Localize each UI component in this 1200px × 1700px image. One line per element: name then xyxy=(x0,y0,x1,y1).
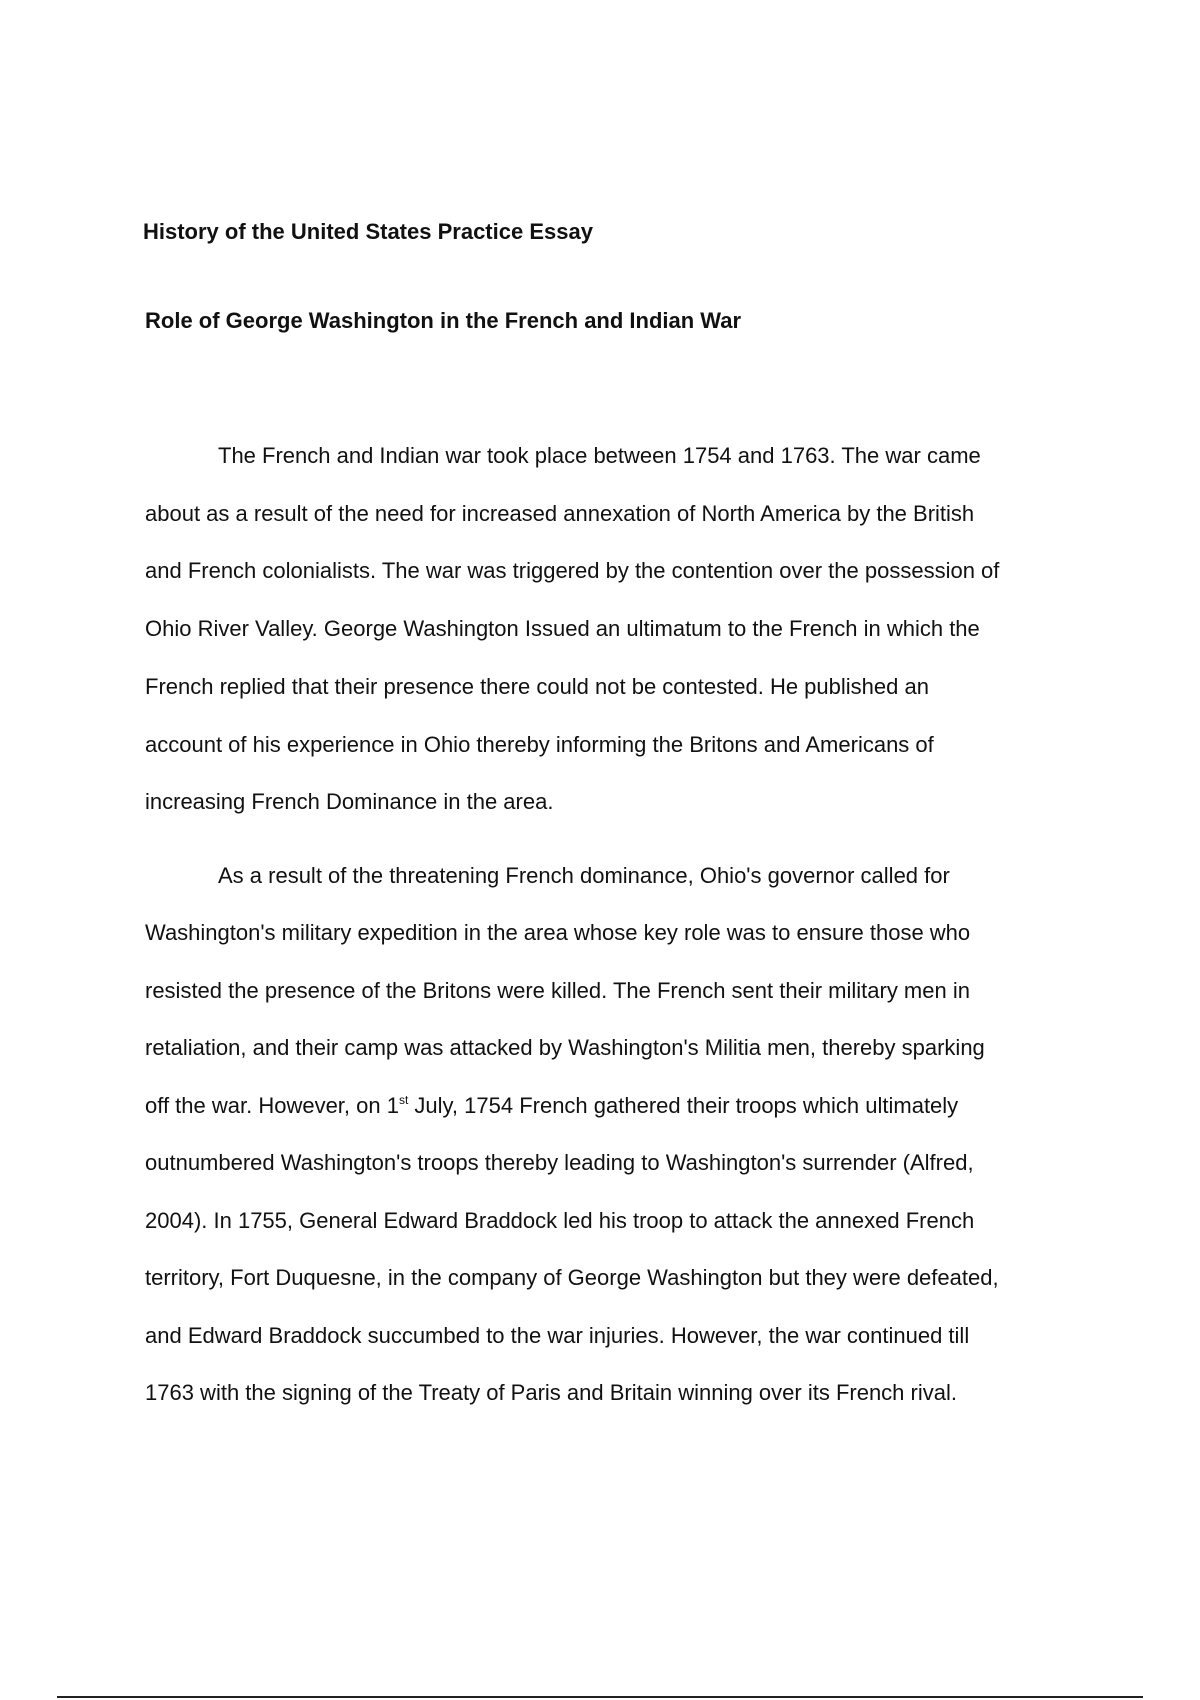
paragraph-line: Washington's military expedition in the area whose key role was to ensure those who xyxy=(145,920,971,945)
document-subtitle: Role of George Washington in the French and Indian War xyxy=(145,308,742,333)
paragraph-line: Ohio River Valley. George Washington Issued an ultimatum to the French in which the xyxy=(145,616,980,641)
paragraph-line: and Edward Braddock succumbed to the war injuries. However, the war continued till xyxy=(145,1323,970,1348)
paragraph-line-with-superscript xyxy=(145,1093,958,1119)
line-text-after: July, 1754 French gathered their troops which ultimately xyxy=(408,1093,959,1118)
footer-divider xyxy=(57,1696,1143,1698)
paragraph-line: territory, Fort Duquesne, in the company of George Washington but they were defeated, xyxy=(145,1265,999,1290)
paragraph-line: The French and Indian war took place between 1754 and 1763. The war came xyxy=(218,443,981,468)
paragraph-line: retaliation, and their camp was attacked by Washington's Militia men, thereby sparking xyxy=(145,1035,985,1060)
paragraph-line: 2004). In 1755, General Edward Braddock led his troop to attack the annexed French xyxy=(145,1208,975,1233)
paragraph-line: about as a result of the need for increased annexation of North America by the British xyxy=(145,501,975,526)
paragraph-line: resisted the presence of the Britons were killed. The French sent their military men in xyxy=(145,978,970,1003)
paragraph-line: account of his experience in Ohio thereby informing the Britons and Americans of xyxy=(145,732,934,757)
paragraph-line: As a result of the threatening French dominance, Ohio's governor called for xyxy=(218,863,950,888)
line-text-before: off the war. However, on 1 xyxy=(145,1093,399,1118)
paragraph-line: French replied that their presence there could not be contested. He published an xyxy=(145,674,929,699)
paragraph-line: 1763 with the signing of the Treaty of Paris and Britain winning over its French rival. xyxy=(145,1380,957,1405)
paragraph-line: increasing French Dominance in the area. xyxy=(145,789,554,814)
document-title: History of the United States Practice Essay xyxy=(143,219,593,244)
ordinal-superscript: st xyxy=(398,1093,409,1107)
paragraph-line: and French colonialists. The war was triggered by the contention over the possession of xyxy=(145,558,1000,583)
paragraph-line: outnumbered Washington's troops thereby leading to Washington's surrender (Alfred, xyxy=(145,1150,974,1175)
